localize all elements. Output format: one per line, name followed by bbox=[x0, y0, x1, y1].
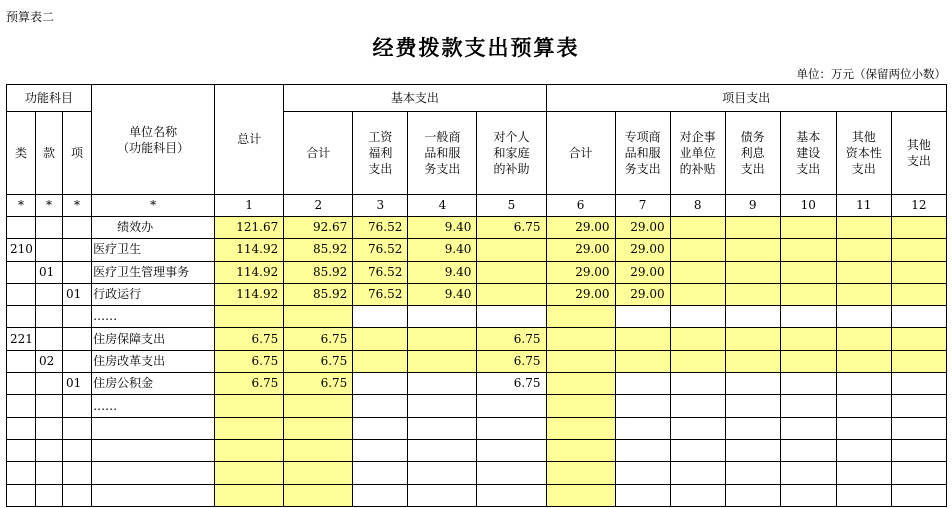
value-cell: 29.00 bbox=[546, 261, 615, 283]
value-cell bbox=[725, 239, 780, 261]
column-index-cell: * bbox=[63, 195, 92, 217]
value-cell bbox=[615, 462, 670, 484]
value-cell bbox=[891, 217, 946, 239]
value-cell bbox=[836, 350, 891, 372]
value-cell bbox=[477, 261, 546, 283]
value-cell bbox=[836, 395, 891, 417]
value-cell bbox=[284, 484, 353, 506]
value-cell bbox=[780, 462, 836, 484]
column-index-cell: 12 bbox=[891, 195, 946, 217]
value-cell bbox=[215, 417, 284, 439]
value-cell bbox=[215, 439, 284, 461]
value-cell bbox=[477, 239, 546, 261]
value-cell bbox=[725, 306, 780, 328]
value-cell bbox=[670, 217, 725, 239]
code-lei-cell bbox=[7, 484, 36, 506]
header-other-expenditure: 其他 支出 bbox=[891, 112, 946, 195]
header-enterprise-subsidy: 对企事 业单位 的补贴 bbox=[670, 112, 725, 195]
table-row bbox=[7, 328, 947, 350]
header-basic-subtotal: 合计 bbox=[284, 112, 353, 195]
code-xiang-cell bbox=[63, 462, 92, 484]
header-func-subject: 功能科目 bbox=[7, 85, 92, 112]
unit-name-cell: 住房改革支出 bbox=[92, 350, 215, 372]
value-cell bbox=[408, 439, 477, 461]
value-cell bbox=[546, 373, 615, 395]
code-xiang-cell bbox=[63, 439, 92, 461]
table-row bbox=[7, 462, 947, 484]
unit-note: 单位：万元（保留两位小数） bbox=[796, 67, 946, 81]
value-cell: 114.92 bbox=[215, 283, 284, 305]
column-index-cell: 9 bbox=[725, 195, 780, 217]
page-title: 经费拨款支出预算表 bbox=[372, 35, 580, 60]
value-cell bbox=[725, 462, 780, 484]
value-cell bbox=[780, 439, 836, 461]
value-cell bbox=[284, 395, 353, 417]
value-cell bbox=[670, 439, 725, 461]
value-cell bbox=[836, 462, 891, 484]
code-lei-cell bbox=[7, 462, 36, 484]
value-cell bbox=[615, 395, 670, 417]
value-cell bbox=[670, 395, 725, 417]
value-cell bbox=[284, 439, 353, 461]
value-cell bbox=[780, 306, 836, 328]
value-cell bbox=[891, 350, 946, 372]
value-cell bbox=[836, 439, 891, 461]
code-xiang-cell: 01 bbox=[63, 373, 92, 395]
code-lei-cell bbox=[7, 306, 36, 328]
header-general-goods-services: 一般商 品和服 务支出 bbox=[408, 112, 477, 195]
column-index-cell: * bbox=[36, 195, 63, 217]
value-cell: 29.00 bbox=[615, 283, 670, 305]
value-cell bbox=[284, 306, 353, 328]
value-cell bbox=[353, 350, 408, 372]
table-row bbox=[7, 261, 947, 283]
unit-name-cell: …… bbox=[92, 306, 215, 328]
value-cell bbox=[725, 283, 780, 305]
unit-name-cell: 住房保障支出 bbox=[92, 328, 215, 350]
value-cell: 76.52 bbox=[353, 239, 408, 261]
value-cell: 9.40 bbox=[408, 239, 477, 261]
value-cell bbox=[215, 395, 284, 417]
value-cell bbox=[408, 462, 477, 484]
table-row bbox=[7, 484, 947, 506]
value-cell bbox=[836, 261, 891, 283]
value-cell bbox=[891, 462, 946, 484]
column-index-cell: 1 bbox=[215, 195, 284, 217]
value-cell: 85.92 bbox=[284, 239, 353, 261]
value-cell bbox=[780, 217, 836, 239]
unit-name-cell: 行政运行 bbox=[92, 283, 215, 305]
value-cell bbox=[408, 373, 477, 395]
value-cell bbox=[780, 239, 836, 261]
code-kuan-cell bbox=[36, 417, 63, 439]
value-cell bbox=[836, 328, 891, 350]
code-kuan-cell bbox=[36, 395, 63, 417]
value-cell bbox=[353, 373, 408, 395]
sheet-label: 预算表二 bbox=[6, 10, 55, 24]
header-other-capital: 其他 资本性 支出 bbox=[836, 112, 891, 195]
value-cell: 121.67 bbox=[215, 217, 284, 239]
value-cell: 114.92 bbox=[215, 239, 284, 261]
value-cell bbox=[353, 484, 408, 506]
value-cell bbox=[408, 328, 477, 350]
value-cell: 29.00 bbox=[546, 283, 615, 305]
value-cell: 9.40 bbox=[408, 261, 477, 283]
column-index-cell: 7 bbox=[615, 195, 670, 217]
unit-name-cell bbox=[92, 484, 215, 506]
value-cell bbox=[546, 462, 615, 484]
column-index-cell: * bbox=[92, 195, 215, 217]
value-cell bbox=[780, 373, 836, 395]
value-cell bbox=[780, 484, 836, 506]
code-kuan-cell bbox=[36, 484, 63, 506]
code-kuan-cell bbox=[36, 439, 63, 461]
table-row bbox=[7, 417, 947, 439]
code-xiang-cell bbox=[63, 239, 92, 261]
code-lei-cell bbox=[7, 417, 36, 439]
value-cell: 29.00 bbox=[546, 217, 615, 239]
value-cell: 85.92 bbox=[284, 261, 353, 283]
value-cell bbox=[615, 350, 670, 372]
value-cell bbox=[615, 484, 670, 506]
value-cell bbox=[353, 417, 408, 439]
value-cell bbox=[670, 239, 725, 261]
header-kuan: 款 bbox=[36, 112, 63, 195]
value-cell: 85.92 bbox=[284, 283, 353, 305]
code-xiang-cell bbox=[63, 350, 92, 372]
unit-name-cell: 绩效办 bbox=[92, 217, 215, 239]
code-xiang-cell bbox=[63, 306, 92, 328]
value-cell bbox=[353, 462, 408, 484]
value-cell bbox=[615, 373, 670, 395]
value-cell bbox=[891, 395, 946, 417]
code-kuan-cell: 01 bbox=[36, 261, 63, 283]
code-xiang-cell bbox=[63, 328, 92, 350]
value-cell bbox=[891, 261, 946, 283]
value-cell bbox=[670, 283, 725, 305]
code-lei-cell bbox=[7, 395, 36, 417]
column-index-cell: 4 bbox=[408, 195, 477, 217]
value-cell: 76.52 bbox=[353, 261, 408, 283]
column-index-cell: 5 bbox=[477, 195, 546, 217]
value-cell bbox=[891, 283, 946, 305]
value-cell bbox=[353, 439, 408, 461]
code-lei-cell: 221 bbox=[7, 328, 36, 350]
value-cell: 6.75 bbox=[477, 350, 546, 372]
value-cell: 6.75 bbox=[477, 217, 546, 239]
code-kuan-cell bbox=[36, 239, 63, 261]
value-cell bbox=[477, 283, 546, 305]
value-cell bbox=[780, 395, 836, 417]
header-wages-welfare: 工资 福利 支出 bbox=[353, 112, 408, 195]
value-cell bbox=[546, 395, 615, 417]
code-lei-cell bbox=[7, 217, 36, 239]
code-xiang-cell bbox=[63, 484, 92, 506]
value-cell bbox=[546, 484, 615, 506]
value-cell bbox=[546, 306, 615, 328]
value-cell bbox=[215, 306, 284, 328]
value-cell bbox=[670, 328, 725, 350]
value-cell bbox=[836, 283, 891, 305]
column-index-cell: 6 bbox=[546, 195, 615, 217]
value-cell: 9.40 bbox=[408, 217, 477, 239]
code-lei-cell: 210 bbox=[7, 239, 36, 261]
value-cell bbox=[353, 328, 408, 350]
code-lei-cell bbox=[7, 350, 36, 372]
value-cell bbox=[670, 350, 725, 372]
unit-name-cell bbox=[92, 417, 215, 439]
code-lei-cell bbox=[7, 283, 36, 305]
value-cell bbox=[546, 439, 615, 461]
code-kuan-cell bbox=[36, 283, 63, 305]
column-index-cell: 10 bbox=[780, 195, 836, 217]
value-cell bbox=[891, 306, 946, 328]
header-capital-construction: 基本 建设 支出 bbox=[780, 112, 836, 195]
value-cell bbox=[670, 417, 725, 439]
value-cell bbox=[408, 417, 477, 439]
budget-table bbox=[6, 84, 947, 507]
value-cell bbox=[891, 417, 946, 439]
code-lei-cell bbox=[7, 439, 36, 461]
value-cell: 6.75 bbox=[477, 373, 546, 395]
value-cell bbox=[284, 462, 353, 484]
column-index-cell: 2 bbox=[284, 195, 353, 217]
value-cell bbox=[353, 395, 408, 417]
value-cell bbox=[408, 350, 477, 372]
value-cell bbox=[725, 484, 780, 506]
value-cell bbox=[670, 373, 725, 395]
header-lei: 类 bbox=[7, 112, 36, 195]
value-cell bbox=[780, 261, 836, 283]
header-personal-household-subsidy: 对个人 和家庭 的补助 bbox=[477, 112, 546, 195]
value-cell: 6.75 bbox=[215, 350, 284, 372]
unit-name-cell: 住房公积金 bbox=[92, 373, 215, 395]
column-index-row bbox=[7, 195, 947, 217]
column-index-cell: 3 bbox=[353, 195, 408, 217]
value-cell: 76.52 bbox=[353, 217, 408, 239]
value-cell bbox=[725, 261, 780, 283]
value-cell bbox=[780, 283, 836, 305]
value-cell: 29.00 bbox=[615, 261, 670, 283]
code-lei-cell bbox=[7, 261, 36, 283]
value-cell bbox=[615, 328, 670, 350]
value-cell bbox=[546, 417, 615, 439]
value-cell bbox=[215, 462, 284, 484]
value-cell bbox=[891, 439, 946, 461]
code-kuan-cell bbox=[36, 328, 63, 350]
value-cell: 76.52 bbox=[353, 283, 408, 305]
unit-name-cell: 医疗卫生管理事务 bbox=[92, 261, 215, 283]
value-cell bbox=[284, 417, 353, 439]
table-row bbox=[7, 306, 947, 328]
header-debt-interest: 债务 利息 支出 bbox=[725, 112, 780, 195]
value-cell bbox=[546, 350, 615, 372]
value-cell: 6.75 bbox=[284, 328, 353, 350]
value-cell bbox=[215, 484, 284, 506]
unit-name-cell: …… bbox=[92, 395, 215, 417]
table-row bbox=[7, 350, 947, 372]
value-cell bbox=[408, 306, 477, 328]
value-cell bbox=[408, 484, 477, 506]
value-cell: 6.75 bbox=[215, 373, 284, 395]
code-kuan-cell bbox=[36, 217, 63, 239]
value-cell: 6.75 bbox=[477, 328, 546, 350]
code-kuan-cell bbox=[36, 462, 63, 484]
value-cell bbox=[836, 417, 891, 439]
value-cell bbox=[408, 395, 477, 417]
code-xiang-cell bbox=[63, 261, 92, 283]
unit-name-cell bbox=[92, 439, 215, 461]
value-cell: 6.75 bbox=[284, 373, 353, 395]
value-cell bbox=[477, 306, 546, 328]
value-cell bbox=[780, 328, 836, 350]
value-cell bbox=[477, 439, 546, 461]
value-cell bbox=[477, 484, 546, 506]
value-cell bbox=[891, 373, 946, 395]
value-cell bbox=[836, 484, 891, 506]
value-cell bbox=[615, 439, 670, 461]
value-cell: 6.75 bbox=[215, 328, 284, 350]
code-xiang-cell: 01 bbox=[63, 283, 92, 305]
value-cell bbox=[780, 350, 836, 372]
value-cell bbox=[725, 217, 780, 239]
value-cell bbox=[670, 462, 725, 484]
value-cell bbox=[725, 395, 780, 417]
code-kuan-cell: 02 bbox=[36, 350, 63, 372]
unit-name-cell: 医疗卫生 bbox=[92, 239, 215, 261]
table-row bbox=[7, 239, 947, 261]
value-cell bbox=[836, 217, 891, 239]
header-xiang: 项 bbox=[63, 112, 92, 195]
column-index-cell: * bbox=[7, 195, 36, 217]
value-cell bbox=[670, 261, 725, 283]
value-cell: 9.40 bbox=[408, 283, 477, 305]
code-xiang-cell bbox=[63, 395, 92, 417]
value-cell: 29.00 bbox=[615, 239, 670, 261]
code-kuan-cell bbox=[36, 306, 63, 328]
code-xiang-cell bbox=[63, 217, 92, 239]
value-cell bbox=[477, 395, 546, 417]
value-cell bbox=[725, 328, 780, 350]
header-special-goods-services: 专项商 品和服 务支出 bbox=[615, 112, 670, 195]
value-cell bbox=[670, 484, 725, 506]
code-lei-cell bbox=[7, 373, 36, 395]
table-row bbox=[7, 395, 947, 417]
value-cell bbox=[670, 306, 725, 328]
value-cell bbox=[615, 306, 670, 328]
value-cell: 114.92 bbox=[215, 261, 284, 283]
value-cell bbox=[836, 306, 891, 328]
value-cell bbox=[725, 373, 780, 395]
value-cell bbox=[615, 417, 670, 439]
table-row bbox=[7, 217, 947, 239]
value-cell bbox=[725, 350, 780, 372]
value-cell bbox=[546, 328, 615, 350]
value-cell: 29.00 bbox=[615, 217, 670, 239]
value-cell bbox=[836, 373, 891, 395]
header-project-expenditure: 项目支出 bbox=[546, 85, 947, 112]
table-row bbox=[7, 439, 947, 461]
value-cell: 29.00 bbox=[546, 239, 615, 261]
value-cell bbox=[477, 417, 546, 439]
value-cell bbox=[891, 239, 946, 261]
column-index-cell: 8 bbox=[670, 195, 725, 217]
value-cell bbox=[891, 484, 946, 506]
header-unit-name: 单位名称 （功能科目） bbox=[92, 85, 215, 195]
value-cell bbox=[725, 417, 780, 439]
header-project-subtotal: 合计 bbox=[546, 112, 615, 195]
value-cell: 92.67 bbox=[284, 217, 353, 239]
value-cell bbox=[725, 439, 780, 461]
header-total: 总计 bbox=[215, 85, 284, 195]
column-index-cell: 11 bbox=[836, 195, 891, 217]
value-cell bbox=[477, 462, 546, 484]
value-cell: 6.75 bbox=[284, 350, 353, 372]
value-cell bbox=[353, 306, 408, 328]
unit-name-cell bbox=[92, 462, 215, 484]
table-row bbox=[7, 283, 947, 305]
code-xiang-cell bbox=[63, 417, 92, 439]
value-cell bbox=[836, 239, 891, 261]
code-kuan-cell bbox=[36, 373, 63, 395]
value-cell bbox=[891, 328, 946, 350]
header-basic-expenditure: 基本支出 bbox=[284, 85, 546, 112]
value-cell bbox=[780, 417, 836, 439]
table-row bbox=[7, 373, 947, 395]
